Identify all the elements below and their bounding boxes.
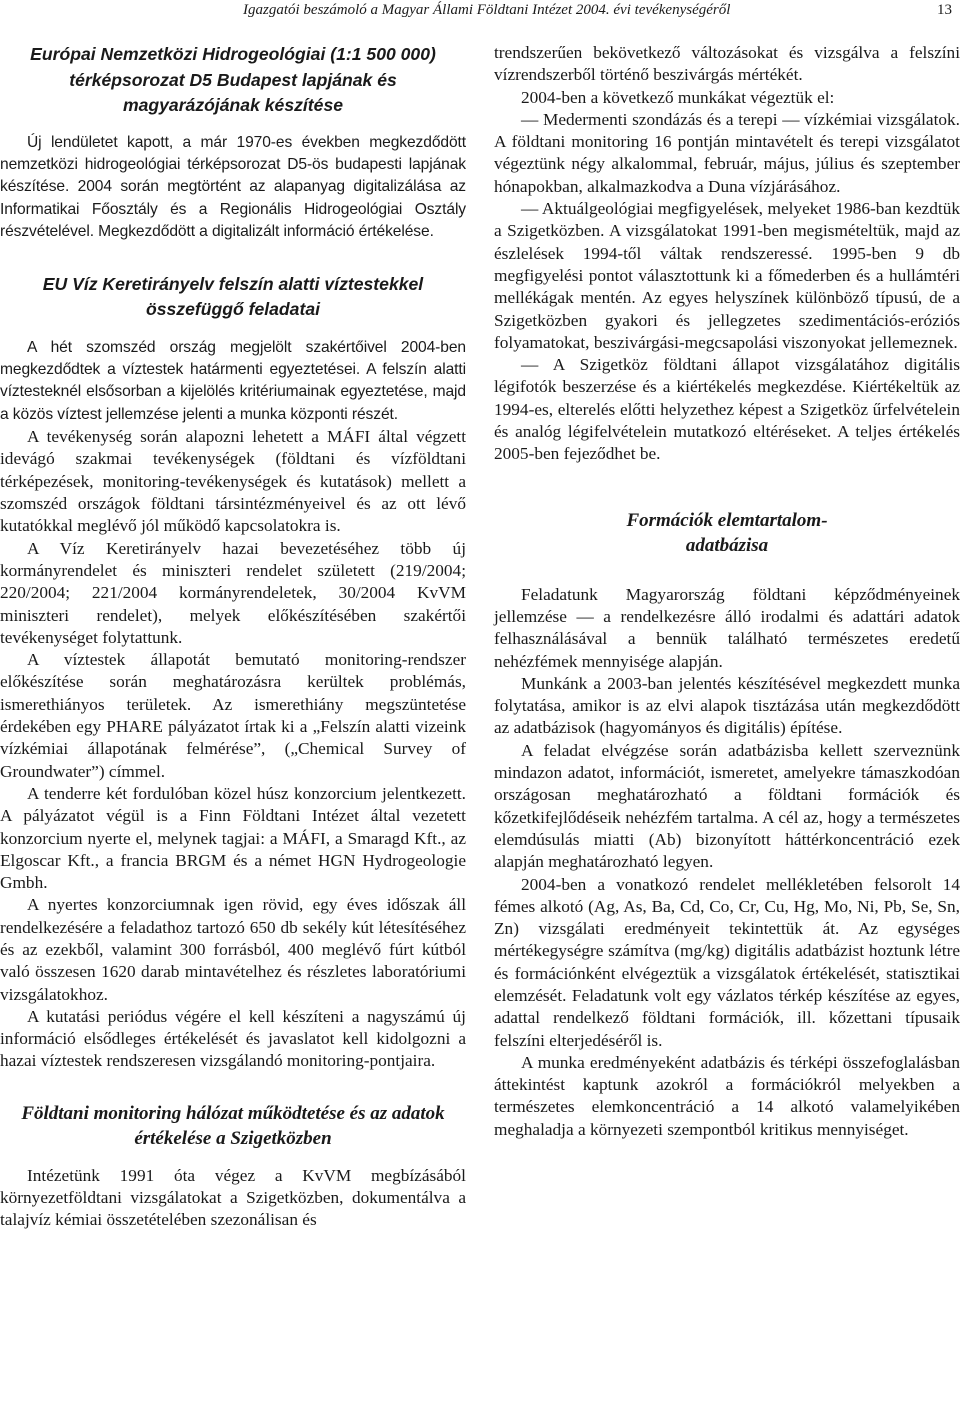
running-title: Igazgatói beszámoló a Magyar Állami Földtani Intézet 2004. évi tevékenységéről bbox=[243, 2, 731, 18]
paragraph: A kutatási periódus végére el kell készíteni a nagyszámú új információ elsődleges értékelését és javaslatot kell kidolgozni a hazai víztestek rendszeresen vizsgálandó monitoring-pontjaira. bbox=[0, 1006, 466, 1071]
list-item: — A Szigetköz földtani állapot vizsgálatához digitális légifotók beszerzése és a kiértékelés megkezdése. Kiértékeltük az 1994-es, elterelés előtti helyzethez képest a Szigetköz űrfelvételein és analóg légifelvételein mutatkozó eltéréseket. A teljes értékelés 2005-ben fejeződhet be. bbox=[494, 355, 960, 464]
paragraph: Munkánk a 2003-ban jelentés készítésével megkezdett munka folytatása, amikor is az elvi alapok tisztázása után megkezdődött az adatbázisok (hagyományos és digitális) építése. bbox=[494, 673, 960, 738]
list-item: — Aktuálgeológiai megfigyelések, melyeket 1986-ban kezdtük a Szigetközben. A vizsgálatokat 1991-ben megismételtük, majd az észlelések 1994-től váltak rendszeressé. 1995-ben 9 db megfigyelési pontot választottunk ki a főmederben és a hullámtéri mellékágak mentén. Az egyes helyszínek különböző típusú, de a Szigetközben gyakori és jellegzetes szedimentációs-eróziós folyamatokat, beszivárgási-megcsapolási viszonyokat jellemeznek. bbox=[494, 199, 960, 352]
section-heading-geological-monitoring: Földtani monitoring hálózat működtetése és az adatok értékelése a Szigetközben bbox=[21, 1102, 445, 1149]
section-heading-formation-element-database: Formációk elemtartalom-adatbázisa bbox=[626, 509, 828, 556]
list-item: — Medermenti szondázás és a terepi — vízkémiai vizsgálatok. A földtani monitoring 16 pontján mintavételt és terepi vizsgálatot végeztünk négy alkalommal, február, május, július és szeptember hónapokban, alkalmazkodva a Duna vízjárásához. bbox=[494, 109, 960, 196]
paragraph: A feladat elvégzése során adatbázisba kellett szerveznünk mindazon adatot, információt, ismeretet, amelyekre támaszkodóan országosan meghatározható a földtani formációk és kőzetkifejlődéseik nehézfém tartalma. A cél az, hogy a természetes elemdúsulás miatti (Ab) bizonyított háttérkoncentráció ezek alapján meghatározható legyen. bbox=[494, 740, 960, 872]
paragraph: Feladatunk Magyarország földtani képződményeinek jellemzése — a rendelkezésre álló irodalmi és adattári adatok felhasználásával a bennük található természetes eredetű nehézfémek mennyisége alapján. bbox=[494, 584, 960, 671]
left-column bbox=[0, 42, 466, 1232]
running-header bbox=[0, 2, 960, 24]
page-number: 13 bbox=[937, 2, 952, 18]
paragraph: 2004-ben a vonatkozó rendelet mellékletében felsorolt 14 fémes alkotó (Ag, As, Ba, Cd, Co, Cr, Cu, Hg, Mo, Ni, Pb, Se, Sn, Zn) vizsgálati eredményeit tekintettük át. Az egységes mértékegységre számítva (mg/kg) digitális adatbázist hoztunk létre és formációnként elvégeztük a vizsgálatok értékelését, statisztikai elemzését. Feladatunk volt egy vázlatos térkép készítése az egyes, adattal rendelkező földtani formációk, ill. kőzettani típusaik felszíni elterjedéséről is. bbox=[494, 874, 960, 1050]
paragraph: trendszerűen bekövetkező változásokat és vizsgálva a felszíni vízrendszerből történő beszivárgás mértékét. bbox=[494, 43, 960, 85]
paragraph: A tevékenység során alapozni lehetett a MÁFI által végzett idevágó szakmai tevékenységek (földtani és vízföldtani térképezések, monitoring-tevékenységek és kutatások) mellett a szomszéd országok földtani társintézményeivel és az ott lévő kutatókkal meglévő jól működő kapcsolatokra is. bbox=[0, 427, 466, 536]
paragraph: A munka eredményeként adatbázis és térképi összefoglalásban áttekintést kaptunk azokról a formációkról melyekben a természetes elemkoncentráció a 14 alkotó valamelyikében meghaladja a környezeti szempontból kritikus mennyiséget. bbox=[494, 1052, 960, 1139]
section-heading-hydrogeological-map: Európai Nemzetközi Hidrogeológiai (1:1 500 000) térképsorozat D5 Budapest lapjának és magyarázójának készítése bbox=[30, 44, 436, 115]
right-column bbox=[494, 42, 960, 1141]
paragraph: 2004-ben a következő munkákat végeztük el: bbox=[521, 87, 835, 107]
paragraph: A nyertes konzorciumnak igen rövid, egy éves időszak áll rendelkezésére a feladathoz tartozó 650 db sekély kút létesítéséhez és az ezekből, valamint 300 forrásból, 400 meglévő fúrt kútból való összesen 1620 darab mintavételhez és részletes laboratóriumi vizsgálatokhoz. bbox=[0, 895, 466, 1004]
section-heading-eu-water-directive: EU Víz Keretirányelv felszín alatti víztestekkel összefüggő feladatai bbox=[42, 273, 424, 320]
paragraph: A Víz Keretirányelv hazai bevezetéséhez több új kormányrendelet és miniszteri rendelet született (219/2004; 220/2004; 221/2004 kormányrendeletek, 30/2004 KvVM miniszteri rendelet), melyek előkészítésében szakértői tevékenységet folytattunk. bbox=[0, 538, 466, 647]
paragraph: A tenderre két fordulóban közel húsz konzorcium jelentkezett. A pályázatot végül is a Finn Földtani Intézet által vezetett konzorcium nyerte el, melynek tagjai: a MÁFI, a Smaragd Kft., az Elgoscar Kft., a francia BRGM és a német HGN Hydrogeologie Gmbh. bbox=[0, 783, 466, 893]
paragraph: Új lendületet kapott, a már 1970-es években megkezdődött nemzetközi hidrogeológiai térképsorozat D5-ös budapesti lapjának készítése. 2004 során megtörtént az alapanyag digitalizálása az Informatikai Főosztály és a Regionális Hidrogeológiai Osztály részvételével. Megkezdődött a digitalizált információ értékelése. bbox=[0, 133, 466, 241]
paragraph: Intézetünk 1991 óta végez a KvVM megbízásából környezetföldtani vizsgálatokat a Szigetközben, dokumentálva a talajvíz kémiai összetételében szezonálisan és bbox=[0, 1165, 466, 1230]
paragraph: A hét szomszéd ország megjelölt szakértőivel 2004-ben megkezdődtek a víztestek határmenti egyeztetései. A felszín alatti víztesteknél elsősorban a kijelölés kritériumainak egyeztetése, majd a közös víztest jellemzése jelenti a munka központi részét. bbox=[0, 338, 466, 423]
paragraph: A víztestek állapotát bemutató monitoring-rendszer előkészítése során meghatározásra kerültek problémás, ismerethiányos területek. Az ismerethiány megszüntetése érdekében egy PHARE pályázatot írtak ki a „Felszín alatti vizeink vízkémiai állapotának felmérése”, („Chemical Survey of Groundwater”) címmel. bbox=[0, 650, 466, 781]
